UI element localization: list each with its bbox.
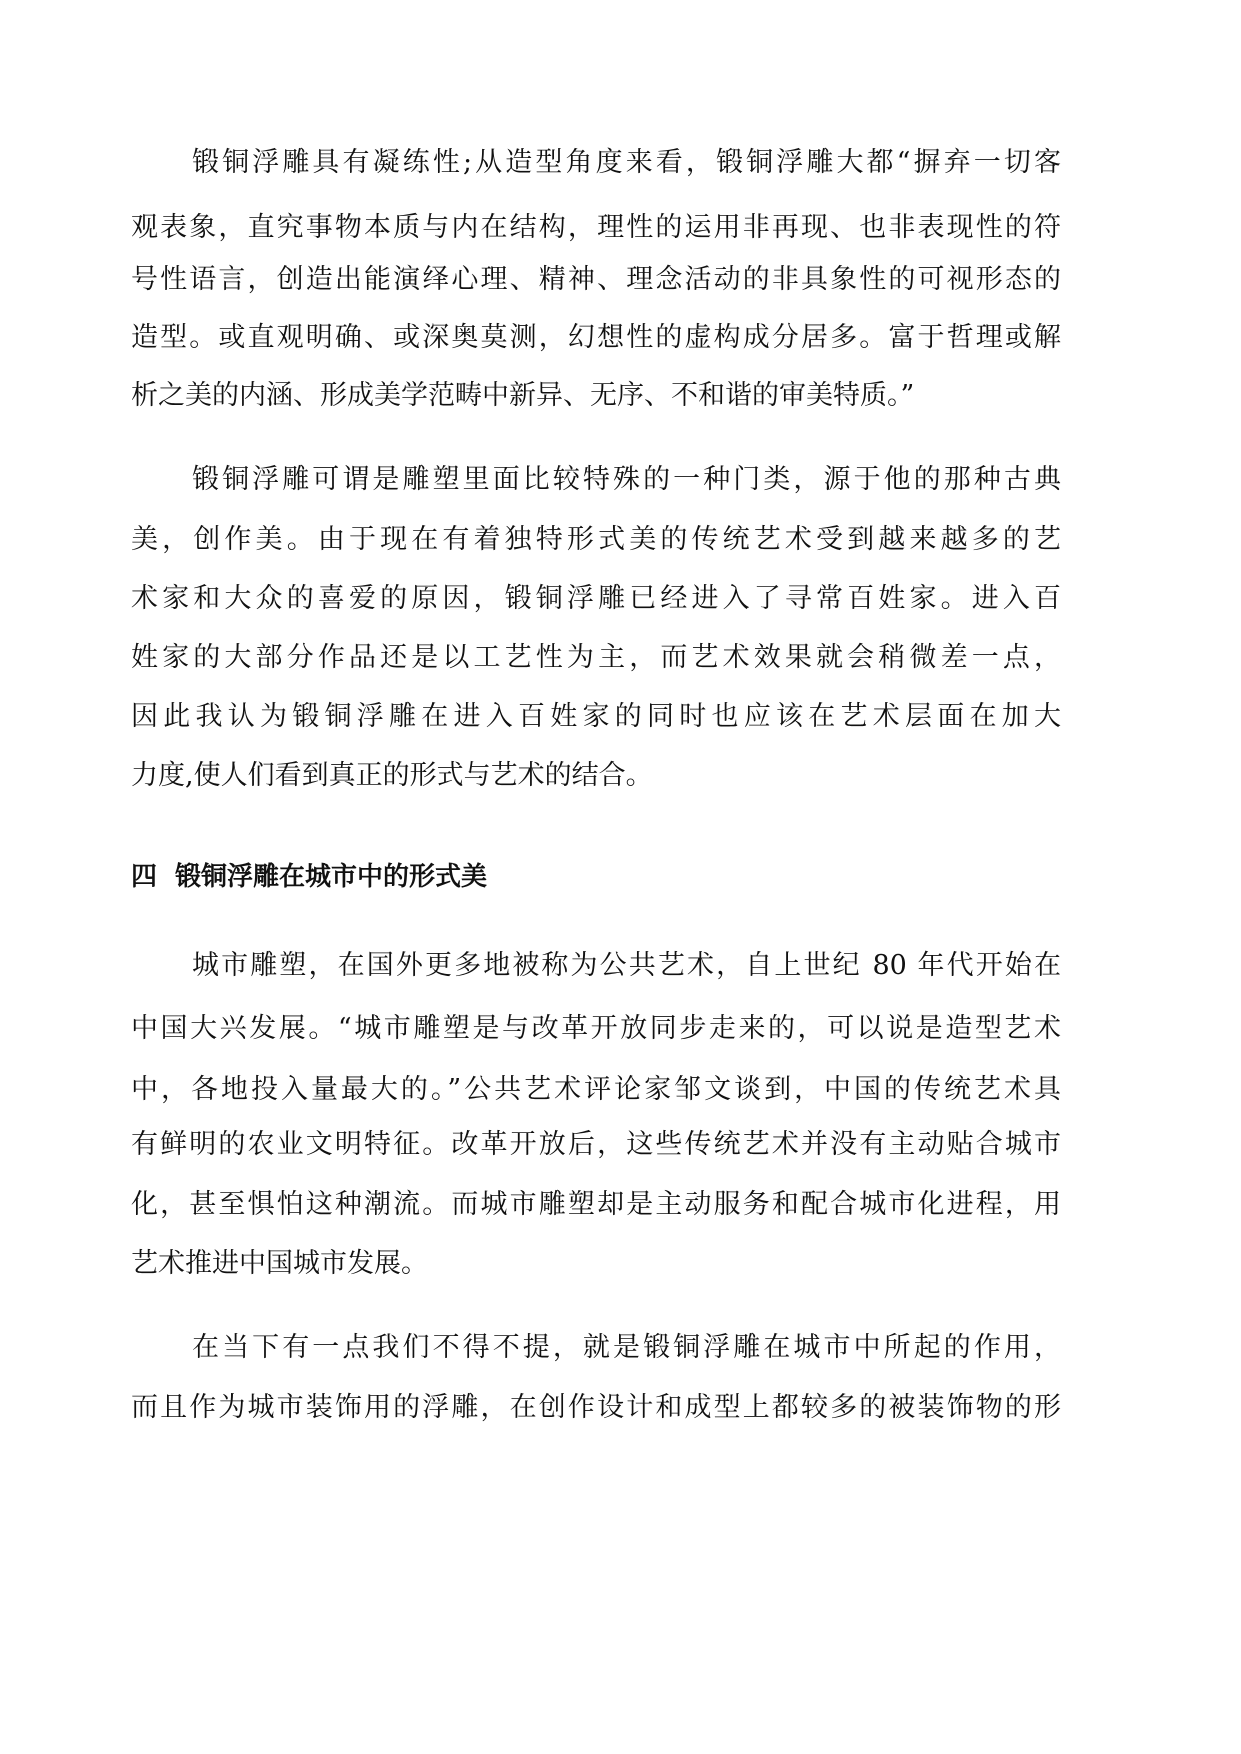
paragraph-4-line-2: 而且作为城市装饰用的浮雕，在创作设计和成型上都较多的被装饰物的形 — [131, 1392, 1061, 1423]
paragraph-4-line-1: 在当下有一点我们不得不提，就是锻铜浮雕在城市中所起的作用， — [192, 1332, 1061, 1363]
paragraph-2-line-2: 美，创作美。由于现在有着独特形式美的传统艺术受到越来越多的艺 — [131, 524, 1061, 555]
section-title: 锻铜浮雕在城市中的形式美 — [175, 862, 488, 892]
paragraph-3-line-2: 中国大兴发展。“城市雕塑是与改革开放同步走来的，可以说是造型艺术 — [131, 1013, 1061, 1044]
paragraph-3-line-6: 艺术推进中国城市发展。 — [131, 1248, 428, 1279]
paragraph-2-line-3: 术家和大众的喜爱的原因，锻铜浮雕已经进入了寻常百姓家。进入百 — [131, 583, 1061, 614]
paragraph-1-line-4: 造型。或直观明确、或深奥莫测，幻想性的虚构成分居多。富于哲理或解 — [131, 322, 1061, 353]
paragraph-1-line-5: 析之美的内涵、形成美学范畴中新异、无序、不和谐的审美特质。” — [131, 380, 915, 411]
paragraph-1-line-3: 号性语言，创造出能演绎心理、精神、理念活动的非具象性的可视形态的 — [131, 264, 1061, 295]
paragraph-3-line-4: 有鲜明的农业文明特征。改革开放后，这些传统艺术并没有主动贴合城市 — [131, 1129, 1061, 1160]
paragraph-3-line-1: 城市雕塑，在国外更多地被称为公共艺术，自上世纪 80 年代开始在 — [192, 950, 1061, 981]
paragraph-2-line-1: 锻铜浮雕可谓是雕塑里面比较特殊的一种门类，源于他的那种古典 — [192, 464, 1061, 495]
section-heading — [131, 860, 1061, 894]
paragraph-3-line-5: 化，甚至惧怕这种潮流。而城市雕塑却是主动服务和配合城市化进程，用 — [131, 1189, 1061, 1220]
paragraph-1-line-1: 锻铜浮雕具有凝练性;从造型角度来看，锻铜浮雕大都“摒弃一切客 — [192, 147, 1061, 178]
section-number: 四 — [131, 862, 158, 892]
paragraph-1-line-2: 观表象，直究事物本质与内在结构，理性的运用非再现、也非表现性的符 — [131, 212, 1061, 243]
paragraph-2-line-4: 姓家的大部分作品还是以工艺性为主，而艺术效果就会稍微差一点， — [131, 642, 1061, 673]
paragraph-3-line-3: 中，各地投入量最大的。”公共艺术评论家邹文谈到，中国的传统艺术具 — [131, 1074, 1061, 1105]
paragraph-2-line-6: 力度,使人们看到真正的形式与艺术的结合。 — [131, 760, 653, 791]
paragraph-2-line-5: 因此我认为锻铜浮雕在进入百姓家的同时也应该在艺术层面在加大 — [131, 701, 1061, 732]
